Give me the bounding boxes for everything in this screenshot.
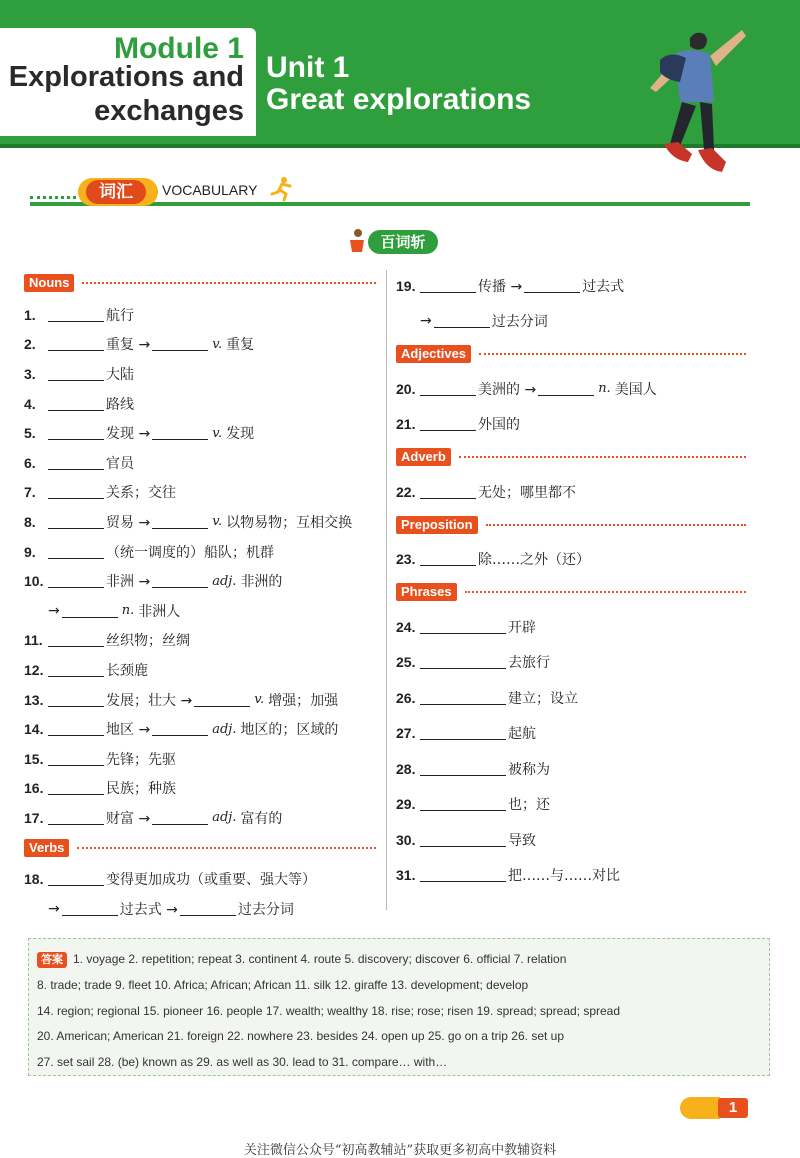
right-column — [396, 268, 746, 893]
answer-blank[interactable] — [152, 337, 208, 351]
page-number-decoration — [680, 1097, 720, 1119]
vocab-item-27: 27. 起航 — [396, 725, 536, 743]
answer-blank[interactable] — [152, 515, 208, 529]
answer-badge: 答案 — [37, 952, 67, 968]
vocab-item-19: 19. 传播 → 过去式 — [396, 277, 625, 295]
answer-blank[interactable] — [48, 811, 104, 825]
vocab-chinese-label: 词汇 — [86, 180, 146, 204]
unit-subtitle: Great explorations — [266, 83, 532, 116]
vocab-item-13: 13. 发展；壮大 → v. 增强；加强 — [24, 691, 339, 709]
category-phrases — [396, 581, 746, 603]
module-title: Module 1 — [113, 32, 244, 65]
unit-number: Unit 1 — [266, 51, 350, 84]
answer-blank[interactable] — [48, 663, 104, 677]
answer-blank[interactable] — [420, 833, 506, 847]
answer-line-1: 答案 1. voyage 2. repetition; repeat 3. continent 4. route 5. discovery; discover 6. official 7. relation — [37, 947, 759, 973]
section-title: 百词斩 — [368, 230, 438, 254]
vocab-item-1: 1. 航行 — [24, 306, 134, 324]
answer-blank[interactable] — [420, 417, 476, 431]
vocab-item-10-cont: → n. 非洲人 — [48, 602, 181, 620]
vocab-item-18-cont: → 过去式 → 过去分词 — [48, 901, 294, 919]
answer-blank[interactable] — [420, 691, 506, 705]
vocab-dotted-line — [30, 196, 76, 199]
dotted-line — [82, 282, 376, 284]
dotted-line — [479, 353, 746, 355]
vocab-item-7: 7. 关系；交往 — [24, 484, 176, 502]
vocab-item-9: 9. （统一调度的）船队；机群 — [24, 543, 274, 561]
vocab-item-19-cont: → 过去分词 — [420, 313, 548, 331]
vocab-item-22: 22. 无处；哪里都不 — [396, 483, 576, 501]
answer-line-5: 27. set sail 28. (be) known as 29. as well as 30. lead to 31. compare… with… — [37, 1055, 448, 1070]
answer-blank[interactable] — [538, 382, 594, 396]
answer-blank[interactable] — [48, 633, 104, 647]
answer-blank[interactable] — [420, 762, 506, 776]
answer-blank[interactable] — [48, 485, 104, 499]
answer-blank[interactable] — [62, 902, 118, 916]
answer-blank[interactable] — [420, 797, 506, 811]
vocab-item-14: 14. 地区 → adj. 地区的；区域的 — [24, 721, 339, 739]
vocab-item-29: 29. 也；还 — [396, 796, 550, 814]
unit-title — [266, 52, 531, 116]
answer-blank[interactable] — [48, 781, 104, 795]
answer-blank[interactable] — [48, 693, 104, 707]
answer-line-2: 8. trade; trade 9. fleet 10. Africa; African; African 11. silk 12. giraffe 13. development; develop — [37, 977, 529, 992]
answer-blank[interactable] — [420, 620, 506, 634]
vocab-item-2: 2. 重复 → v. 重复 — [24, 336, 255, 354]
vocab-item-16: 16. 民族；种族 — [24, 780, 176, 798]
vocab-item-31: 31. 把……与……对比 — [396, 867, 620, 885]
answer-line-4: 20. American; American 21. foreign 22. nowhere 23. besides 24. open up 25. go on a trip 26. set up — [37, 1029, 565, 1044]
vocab-item-17: 17. 财富 → adj. 富有的 — [24, 809, 283, 827]
answer-blank[interactable] — [420, 726, 506, 740]
answer-blank[interactable] — [152, 574, 208, 588]
vocab-item-12: 12. 长颈鹿 — [24, 661, 148, 679]
answer-blank[interactable] — [152, 811, 208, 825]
answer-blank[interactable] — [420, 279, 476, 293]
answer-key — [28, 938, 770, 1076]
vocab-item-8: 8. 贸易 → v. 以物易物；互相交换 — [24, 513, 353, 531]
answer-blank[interactable] — [48, 456, 104, 470]
answer-blank[interactable] — [62, 604, 118, 618]
page-number: 1 — [718, 1098, 748, 1118]
answer-blank[interactable] — [48, 308, 104, 322]
answer-blank[interactable] — [48, 426, 104, 440]
answer-blank[interactable] — [152, 426, 208, 440]
answer-blank[interactable] — [48, 752, 104, 766]
vocab-item-25: 25. 去旅行 — [396, 654, 550, 672]
answer-blank[interactable] — [420, 382, 476, 396]
category-verbs — [24, 837, 376, 859]
module-subtitle — [0, 60, 244, 128]
vocab-item-11: 11. 丝织物；丝绸 — [24, 632, 190, 650]
vocab-item-23: 23. 除……之外（还） — [396, 551, 590, 569]
vocab-item-3: 3. 大陆 — [24, 365, 134, 383]
category-label: Adjectives — [396, 345, 471, 363]
answer-blank[interactable] — [48, 574, 104, 588]
category-nouns — [24, 272, 376, 294]
vocab-item-18: 18. 变得更加成功（或重要、强大等） — [24, 871, 316, 889]
answer-blank[interactable] — [420, 868, 506, 882]
answer-line-3: 14. region; regional 15. pioneer 16. people 17. wealth; wealthy 18. rise; rose; risen 19. spread; spread; spread — [37, 1003, 621, 1018]
vocab-item-24: 24. 开辟 — [396, 618, 536, 636]
answer-blank[interactable] — [152, 722, 208, 736]
dotted-line — [77, 847, 376, 849]
explorer-figure-illustration — [630, 10, 750, 180]
category-label: Verbs — [24, 839, 69, 857]
dotted-line — [486, 524, 746, 526]
column-divider — [386, 270, 387, 910]
answer-blank[interactable] — [434, 314, 490, 328]
left-column — [24, 268, 376, 924]
vocab-item-28: 28. 被称为 — [396, 760, 550, 778]
vocab-item-20: 20. 美洲的 → n. 美国人 — [396, 380, 657, 398]
answer-blank[interactable] — [420, 655, 506, 669]
dotted-line — [459, 456, 746, 458]
runner-icon — [270, 176, 294, 202]
answer-blank[interactable] — [48, 515, 104, 529]
vocab-item-5: 5. 发现 → v. 发现 — [24, 425, 255, 443]
reader-icon — [346, 228, 368, 254]
category-adverb — [396, 446, 746, 468]
dotted-line — [465, 591, 746, 593]
category-label: Phrases — [396, 583, 457, 601]
vocab-item-21: 21. 外国的 — [396, 416, 520, 434]
module-subtitle-line2: exchanges — [94, 95, 244, 127]
answer-blank[interactable] — [48, 367, 104, 381]
answer-blank[interactable] — [48, 545, 104, 559]
answer-blank[interactable] — [524, 279, 580, 293]
vocab-english-label: VOCABULARY — [162, 182, 258, 198]
section-heading — [346, 228, 446, 256]
category-label: Adverb — [396, 448, 451, 466]
answer-blank[interactable] — [48, 722, 104, 736]
answer-blank[interactable] — [420, 552, 476, 566]
vocabulary-bar — [30, 176, 750, 208]
vocab-item-4: 4. 路线 — [24, 395, 134, 413]
category-label: Preposition — [396, 516, 478, 534]
module-subtitle-line1: Explorations and — [8, 61, 244, 93]
vocab-item-30: 30. 导致 — [396, 831, 536, 849]
category-adjectives — [396, 343, 746, 365]
vocab-item-26: 26. 建立；设立 — [396, 689, 578, 707]
vocab-item-15: 15. 先锋；先驱 — [24, 750, 176, 768]
answer-blank[interactable] — [194, 693, 250, 707]
vocab-item-10: 10. 非洲 → adj. 非洲的 — [24, 573, 283, 591]
answer-blank[interactable] — [180, 902, 236, 916]
category-preposition — [396, 514, 746, 536]
footer-note: 关注微信公众号“初高教辅站”获取更多初高中教辅资料 — [243, 1143, 557, 1158]
answer-blank[interactable] — [48, 337, 104, 351]
vocab-item-6: 6. 官员 — [24, 454, 134, 472]
answer-blank[interactable] — [420, 485, 476, 499]
category-label: Nouns — [24, 274, 74, 292]
answer-blank[interactable] — [48, 397, 104, 411]
answer-blank[interactable] — [48, 872, 104, 886]
